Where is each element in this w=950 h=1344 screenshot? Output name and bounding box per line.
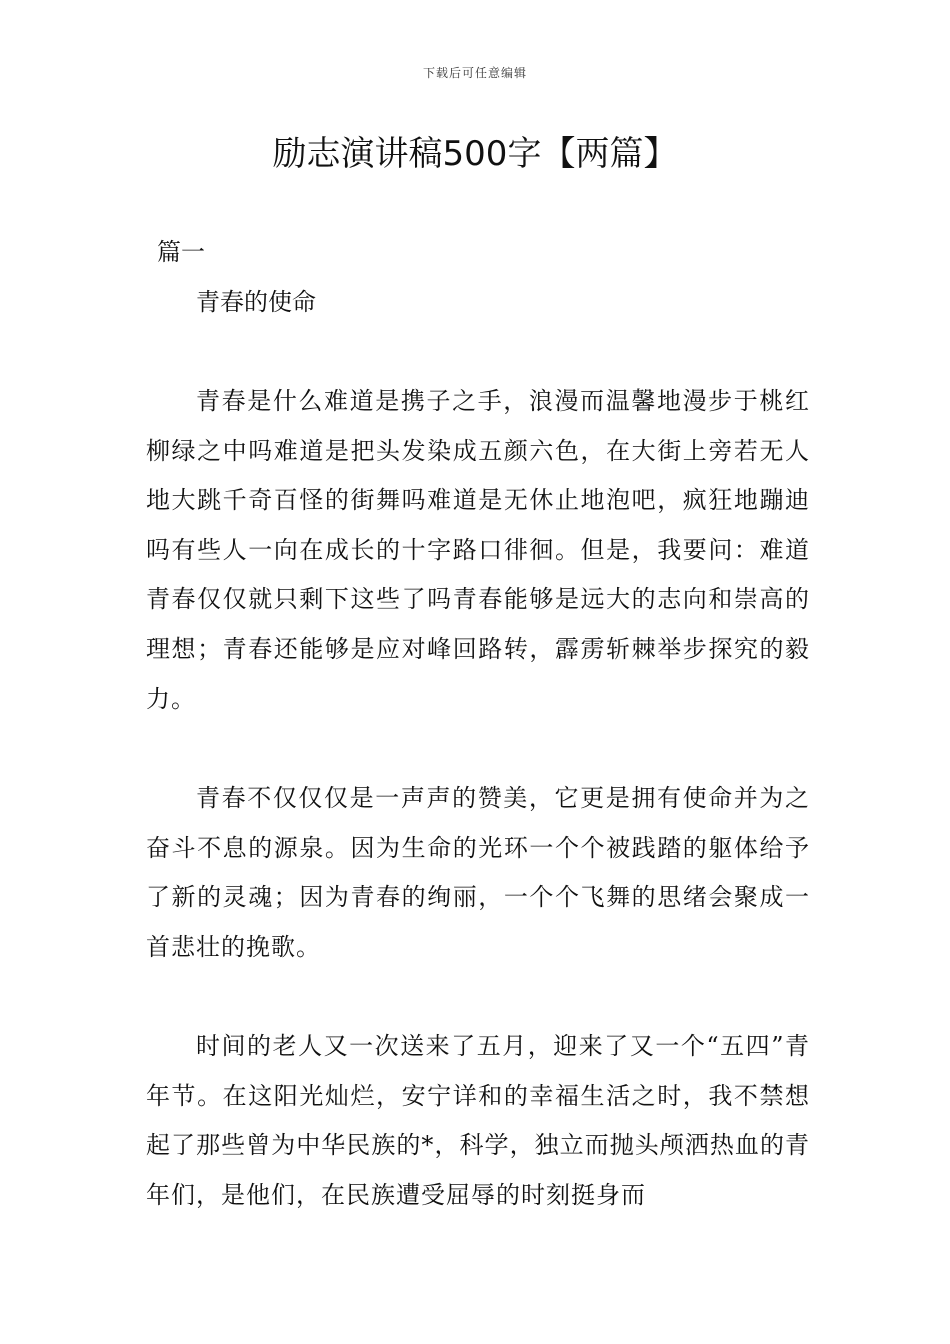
header-note: 下载后可任意编辑 bbox=[422, 66, 527, 80]
paragraph-1: 青春是什么难道是携子之手，浪漫而温馨地漫步于桃红柳绿之中吗难道是把头发染成五颜六色，在大街上旁若无人地大跳千奇百怪的街舞吗难道是无休止地泡吧，疯狂地蹦迪吗有些人一向在成长的十字路口徘徊。但是，我要问：难道青春仅仅就只剩下这些了吗青春能够是远大的志向和崇高的理想；青春还能够是应对峰回路转，霹雳斩棘举步探究的毅力。 bbox=[146, 387, 810, 713]
paragraph-3: 时间的老人又一次送来了五月，迎来了又一个“五四”青年节。在这阳光灿烂，安宁详和的幸福生活之时，我不禁想起了那些曾为中华民族的*，科学，独立而抛头颅洒热血的青年们，是他们，在民族遭受屈辱的时刻挺身而 bbox=[146, 1032, 810, 1209]
article-subtitle: 青春的使命 bbox=[196, 288, 316, 316]
section-label: 篇一 bbox=[157, 238, 205, 266]
paragraph-2: 青春不仅仅仅是一声声的赞美，它更是拥有使命并为之奋斗不息的源泉。因为生命的光环一个个被践踏的躯体给予了新的灵魂；因为青春的绚丽，一个个飞舞的思绪会聚成一首悲壮的挽歌。 bbox=[146, 784, 810, 961]
page-title: 励志演讲稿500字【两篇】 bbox=[272, 134, 678, 174]
